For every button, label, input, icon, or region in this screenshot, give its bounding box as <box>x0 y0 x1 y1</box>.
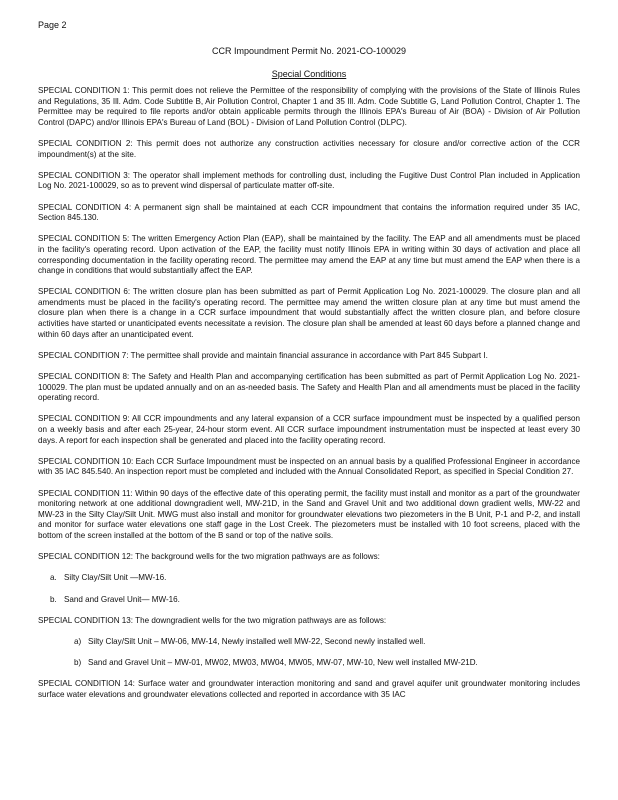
special-condition-14: SPECIAL CONDITION 14: Surface water and groundwater interaction monitoring and sand and gravel aquifer unit groundwater monitoring includes surface water elevations and groundwater elevations collected and reported in accordance with 35 IAC <box>38 679 580 699</box>
list-item-text: Silty Clay/Silt Unit —MW-16. <box>64 573 167 583</box>
background-well-item <box>38 595 580 606</box>
list-item-text: Sand and Gravel Unit – MW-01, MW02, MW03, MW04, MW05, MW-07, MW-10, New well installed MW-21D. <box>88 658 478 668</box>
special-condition-7: SPECIAL CONDITION 7: The permittee shall provide and maintain financial assurance in accordance with Part 845 Subpart I. <box>38 350 488 360</box>
special-condition-4: SPECIAL CONDITION 4: A permanent sign shall be maintained at each CCR impoundment that contains the information required under 35 IAC, Section 845.130. <box>38 202 580 223</box>
special-condition-5: SPECIAL CONDITION 5: The written Emergency Action Plan (EAP), shall be maintained by the facility. The EAP and all amendments must be placed in the facility's operating record. Upon activation of the EAP, the facility must notify Illinois EPA in writing within 30 days of activation and place all corresponding documentation in the facility operating record. The permittee may amend the EAP at any time but must amend the EAP when there is a change in conditions that would substantially affect the EAP. <box>38 234 580 276</box>
special-condition-1: SPECIAL CONDITION 1: This permit does not relieve the Permittee of the responsibility of complying with the provisions of the State of Illinois Rules and Regulations, 35 Ill. Adm. Code Subtitle B, Air Pollution Control, Chapter 1 and 35 Ill. Adm. Code Subtitle G, Land Pollution Control, Chapter 1. The Permittee may be required to file reports and/or obtain applicable permits through the Illinois EPA's Bureau of Air (BOA) - Division of Air Pollution Control (DAPC) and/or Illinois EPA's Bureau of Land (BOL) - Division of Land Pollution Control (DLPC). <box>38 86 580 127</box>
list-marker: a. <box>50 573 57 583</box>
list-marker: b) <box>74 658 82 668</box>
permit-title: CCR Impoundment Permit No. 2021-CO-100029 <box>211 46 407 56</box>
list-marker: b. <box>50 594 57 604</box>
downgradient-well-item <box>38 637 580 648</box>
special-condition-11: SPECIAL CONDITION 11: Within 90 days of the effective date of this operating permit, the facility must install and monitor as a part of the groundwater monitoring network at one additional downgradient well, MW-21D, in the Sand and Gravel Unit and two additional down gradient wells, MW-22 and MW-23 in the Silty Clay/Silt Unit. MWG must also install and monitor for groundwater elevations two piezometers in the B Unit, P-1 and P-2, and install and monitor for surface water elevations one staff gage in the Lost Creek. The piezometers must be installed with 10 foot screens, placed with the bottom of the screen installed at the bottom of the B sand or top of the native soils. <box>38 488 580 540</box>
special-condition-6: SPECIAL CONDITION 6: The written closure plan has been submitted as part of Permit Application Log No. 2021-100029. The closure plan and all amendments must be placed in the facility's operating record. The permittee may amend the written closure plan at any time but must amend the closure plan when there is a change in a CCR surface impoundment that would substantially affect the written closure plan, and before closure activities have started or unanticipated events necessitate a revision. The closure plan shall be amended at least 60 days before a planned change and within 60 days after an unanticipated event. <box>38 287 580 339</box>
list-item-text: Silty Clay/Silt Unit – MW-06, MW-14, Newly installed well MW-22, Second newly installed well. <box>88 636 426 646</box>
list-item-text: Sand and Gravel Unit— MW-16. <box>64 594 180 604</box>
downgradient-well-item <box>38 658 580 669</box>
special-condition-3: SPECIAL CONDITION 3: The operator shall implement methods for controlling dust, including the Fugitive Dust Control Plan included in Application Log No. 2021-100029, so as to prevent wind dispersal of particulate matter off-site. <box>38 170 580 191</box>
background-well-item <box>38 573 580 584</box>
special-condition-12: SPECIAL CONDITION 12: The background wells for the two migration pathways are as follows: <box>38 552 380 562</box>
special-condition-2: SPECIAL CONDITION 2: This permit does not authorize any construction activities necessary for closure and/or corrective action of the CCR impoundment(s) at the site. <box>38 138 580 159</box>
document-body <box>38 86 580 711</box>
page-number: Page 2 <box>38 20 67 30</box>
list-marker: a) <box>74 636 82 646</box>
special-condition-10: SPECIAL CONDITION 10: Each CCR Surface Impoundment must be inspected on an annual basis by a qualified Professional Engineer in accordance with 35 IAC 845.540. An inspection report must be completed and included with the Annual Consolidated Report, as specified in Special Condition 27. <box>38 456 580 477</box>
special-condition-9: SPECIAL CONDITION 9: All CCR impoundments and any lateral expansion of a CCR surface impoundment must be inspected by a qualified person on a weekly basis and after each 25-year, 24-hour storm event. All CCR surface impoundment instrumentation must be inspected at least every 30 days. A report for each inspection shall be generated and placed into the facility operating record. <box>38 414 580 445</box>
special-condition-8: SPECIAL CONDITION 8: The Safety and Health Plan and accompanying certification has been submitted as part of Permit Application Log No. 2021-100029. The plan must be updated annually and on an as-needed basis. The Safety and Health Plan and all amendments must be placed in the facility operating record. <box>38 372 580 403</box>
special-condition-13: SPECIAL CONDITION 13: The downgradient wells for the two migration pathways are as follows: <box>38 615 387 625</box>
section-heading: Special Conditions <box>271 69 347 79</box>
